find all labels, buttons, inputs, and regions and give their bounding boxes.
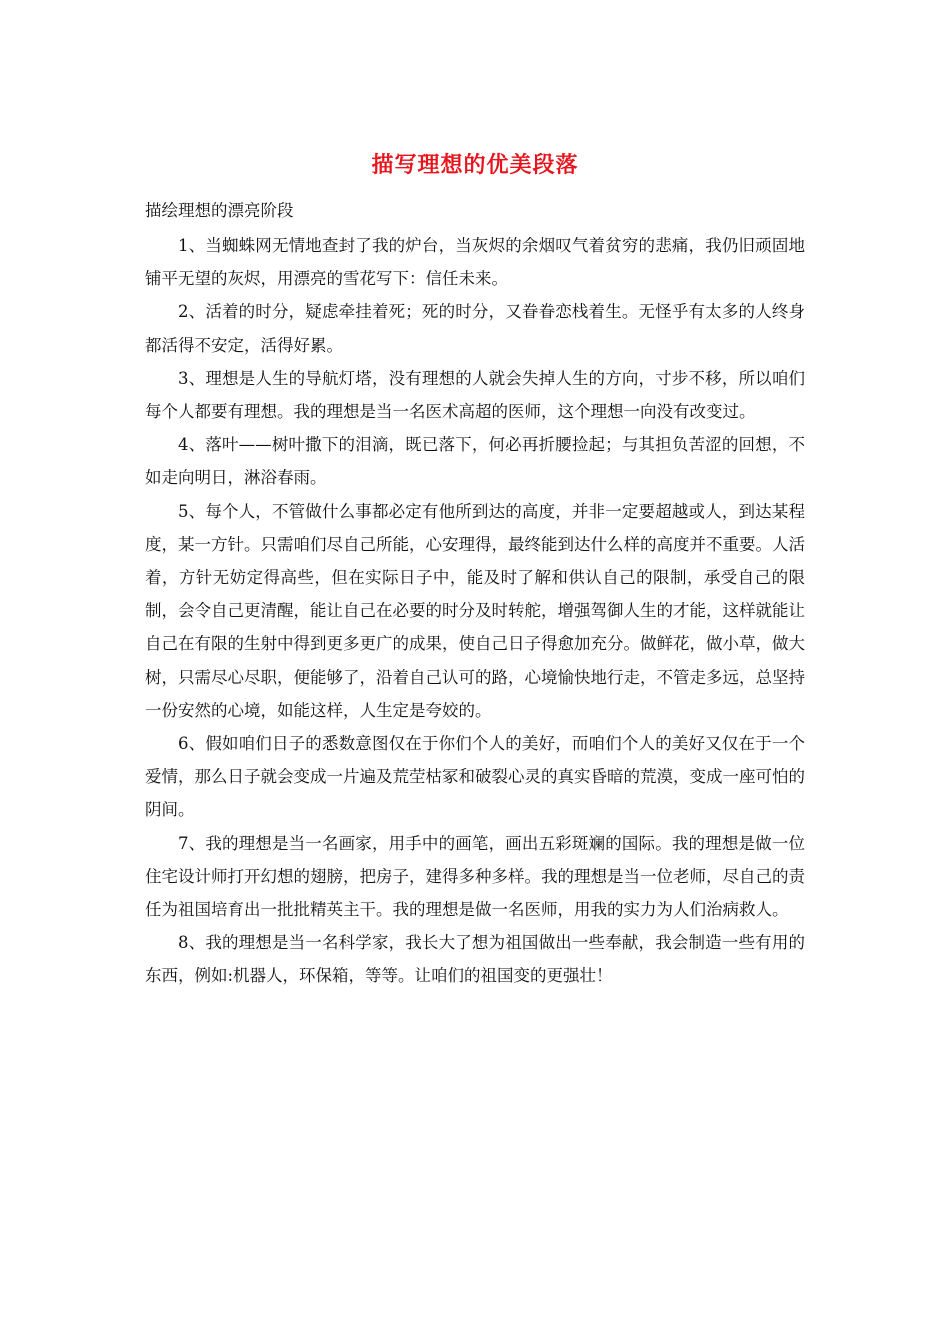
paragraph-4: 4、落叶——树叶撒下的泪滴，既已落下，何必再折腰捡起；与其担负苦涩的回想，不如走向明日，淋浴春雨。 — [145, 435, 805, 488]
paragraph-6: 6、假如咱们日子的悉数意图仅在于你们个人的美好，而咱们个人的美好又仅在于一个爱情，那么日子就会变成一片遍及荒茔枯冢和破裂心灵的真实昏暗的荒漠，变成一座可怕的阴间。 — [145, 734, 805, 820]
document-title: 描写理想的优美段落 — [371, 152, 579, 178]
paragraph-7: 7、我的理想是当一名画家，用手中的画笔，画出五彩斑斓的国际。我的理想是做一位住宅设计师打开幻想的翅膀，把房子，建得多种多样。我的理想是当一位老师，尽自己的责任为祖国培育出一批批精英主干。我的理想是做一名医师，用我的实力为人们治病救人。 — [145, 833, 805, 920]
document-subtitle: 描绘理想的漂亮阶段 — [145, 201, 294, 220]
paragraph-8: 8、我的理想是当一名科学家，我长大了想为祖国做出一些奉献，我会制造一些有用的东西，例如:机器人，环保箱，等等。让咱们的祖国变的更强壮！ — [145, 933, 805, 986]
paragraph-2: 2、活着的时分，疑虑牵挂着死；死的时分，又眷眷恋栈着生。无怪乎有太多的人终身都活得不安定，活得好累。 — [145, 302, 805, 355]
paragraph-5: 5、每个人，不管做什么事都必定有他所到达的高度，并非一定要超越或人，到达某程度，某一方针。只需咱们尽自己所能，心安理得，最终能到达什么样的高度并不重要。人活着，方针无妨定得高些，但在实际日子中，能及时了解和供认自己的限制，承受自己的限制，会令自己更清醒，能让自己在必要的时分及时转舵，增强驾御人生的才能，这样就能让自己在有限的生射中得到更多更广的成果，使自己日子得愈加充分。做鲜花，做小草，做大树，只需尽心尽职，便能够了，沿着自己认可的路，心境愉快地行走，不管走多远，总坚持一份安然的心境，如能这样，人生定是夸姣的。 — [145, 501, 805, 720]
document-body — [145, 229, 805, 993]
paragraph-1: 1、当蜘蛛网无情地查封了我的炉台，当灰烬的余烟叹气着贫穷的悲痛，我仍旧顽固地铺平无望的灰烬，用漂亮的雪花写下：信任未来。 — [145, 236, 805, 289]
paragraph-3: 3、理想是人生的导航灯塔，没有理想的人就会失掉人生的方向，寸步不移，所以咱们每个人都要有理想。我的理想是当一名医术高超的医师，这个理想一向没有改变过。 — [145, 368, 805, 422]
